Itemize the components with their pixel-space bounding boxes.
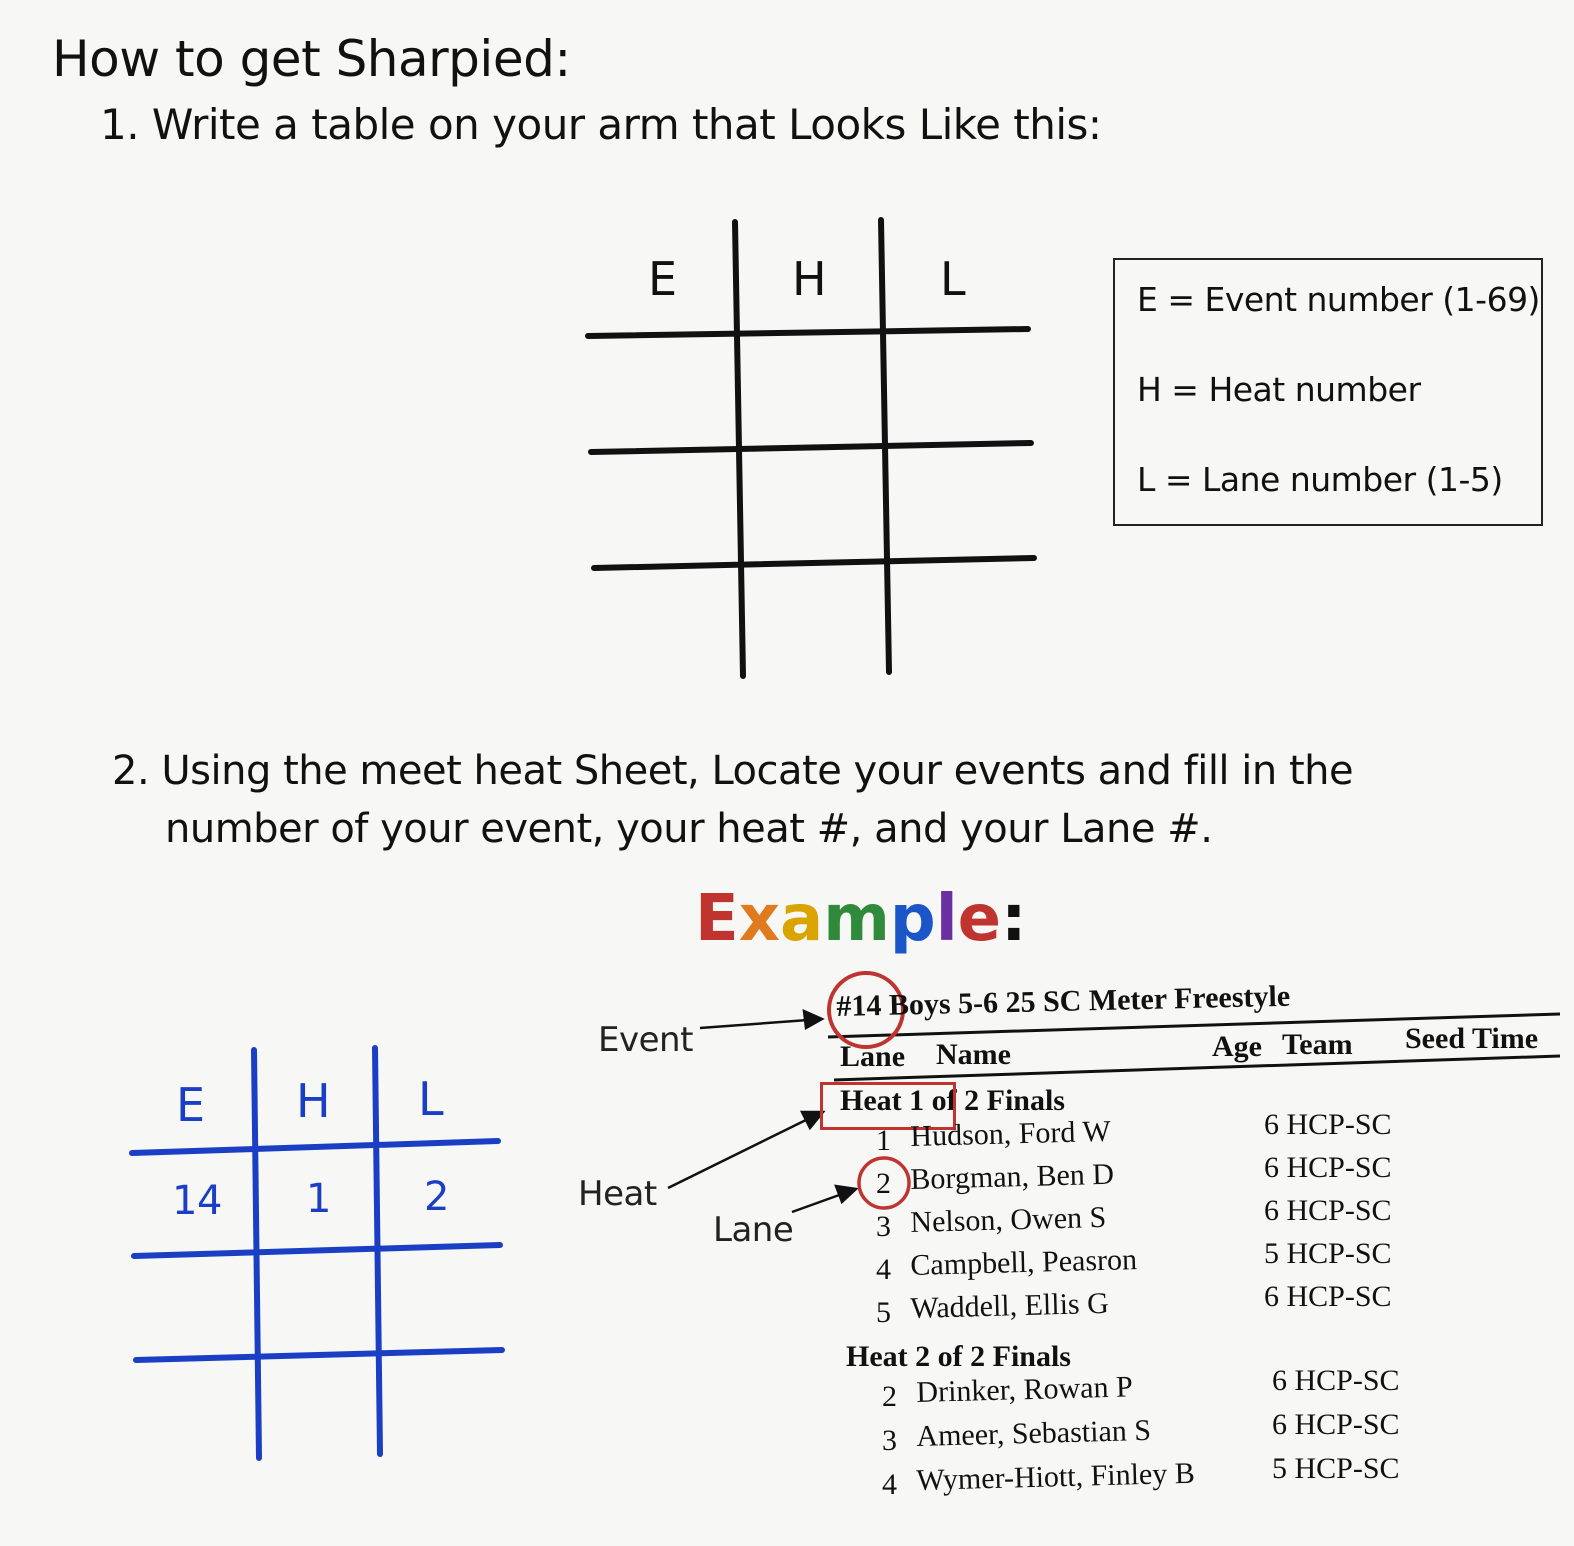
row-swimmer-name: Borgman, Ben D: [910, 1157, 1115, 1196]
template-grid-hline-2: [591, 443, 1031, 452]
row-swimmer-name: Wymer-Hiott, Finley B: [916, 1456, 1196, 1497]
lane-arrowhead: [836, 1186, 856, 1202]
legend-event: E = Event number (1-69): [1137, 280, 1540, 319]
step-2-instruction-line-1: 2. Using the meet heat Sheet, Locate your events and fill in the: [112, 748, 1354, 794]
column-name: Name: [936, 1038, 1011, 1071]
row-swimmer-name: Drinker, Rowan P: [916, 1370, 1134, 1409]
event-arrowhead: [804, 1011, 822, 1028]
row-swimmer-name: Waddell, Ellis G: [910, 1286, 1110, 1325]
row-age-team: 6 HCP-SC: [1264, 1108, 1392, 1141]
heat-2-header: Heat 2 of 2 Finals: [846, 1340, 1071, 1373]
heat-1-header: Heat 1 of 2 Finals: [840, 1084, 1065, 1117]
template-grid-hline-3: [594, 558, 1034, 568]
row-age-team: 6 HCP-SC: [1264, 1194, 1392, 1227]
row-swimmer-name: Hudson, Ford W: [910, 1114, 1112, 1153]
row-swimmer-name: Campbell, Peasron: [910, 1243, 1138, 1282]
row-swimmer-name: Nelson, Owen S: [910, 1200, 1107, 1239]
legend-heat: H = Heat number: [1137, 370, 1421, 409]
example-value-heat: 1: [306, 1176, 331, 1222]
heat-arrow-label: Heat: [578, 1174, 657, 1214]
column-team: Team: [1282, 1028, 1353, 1061]
template-header-e: E: [648, 252, 677, 306]
example-value-lane: 2: [424, 1174, 449, 1220]
event-title: #14 Boys 5-6 25 SC Meter Freestyle: [836, 979, 1291, 1023]
row-age-team: 6 HCP-SC: [1264, 1280, 1392, 1313]
example-label-letter: l: [935, 882, 958, 956]
row-age-team: 5 HCP-SC: [1264, 1237, 1392, 1270]
example-header-h: H: [296, 1074, 331, 1128]
row-lane-number: 4: [876, 1253, 891, 1286]
example-label-letter: p: [889, 882, 936, 956]
template-header-h: H: [792, 252, 827, 306]
example-label-letter: a: [780, 882, 824, 956]
example-grid-hline-1: [132, 1141, 498, 1153]
column-lane: Lane: [840, 1040, 906, 1073]
row-age-team: 6 HCP-SC: [1272, 1408, 1400, 1441]
row-lane-number: 3: [882, 1424, 897, 1457]
column-seed-time: Seed Time: [1405, 1022, 1539, 1055]
lane-arrow-label: Lane: [713, 1210, 794, 1250]
example-grid-hline-2: [134, 1245, 500, 1256]
row-lane-number: 1: [876, 1124, 891, 1157]
page-title: How to get Sharpied:: [52, 30, 571, 88]
row-lane-number: 2: [882, 1380, 897, 1413]
example-label-letter: E: [695, 882, 739, 956]
step-2-instruction-line-2: number of your event, your heat #, and your Lane #.: [165, 806, 1213, 852]
template-grid-hline-1: [588, 329, 1028, 336]
row-lane-number: 3: [876, 1210, 891, 1243]
row-age-team: 6 HCP-SC: [1272, 1364, 1400, 1397]
example-grid-hline-3: [136, 1350, 502, 1360]
legend-lane: L = Lane number (1-5): [1137, 460, 1503, 499]
legend-box: [1113, 258, 1543, 526]
example-label-letter: x: [738, 882, 780, 956]
example-label-letter: e: [957, 882, 1002, 956]
example-label-letter: m: [823, 882, 890, 956]
template-header-l: L: [940, 252, 966, 306]
column-age: Age: [1212, 1030, 1262, 1063]
step-1-instruction: 1. Write a table on your arm that Looks Like this:: [100, 100, 1102, 149]
row-swimmer-name: Ameer, Sebastian S: [916, 1413, 1152, 1453]
event-arrow-line: [700, 1020, 808, 1028]
heat-arrow-line: [668, 1118, 810, 1188]
example-label: [695, 882, 1027, 956]
example-label-letter: :: [1001, 882, 1027, 956]
event-arrow-label: Event: [598, 1020, 693, 1060]
row-lane-number: 4: [882, 1468, 897, 1501]
example-header-e: E: [176, 1078, 205, 1132]
row-lane-number: 2: [876, 1167, 891, 1200]
example-value-event: 14: [172, 1178, 222, 1224]
row-lane-number: 5: [876, 1296, 891, 1329]
row-age-team: 5 HCP-SC: [1272, 1452, 1400, 1485]
example-header-l: L: [418, 1072, 444, 1126]
row-age-team: 6 HCP-SC: [1264, 1151, 1392, 1184]
lane-arrow-line: [792, 1194, 842, 1212]
